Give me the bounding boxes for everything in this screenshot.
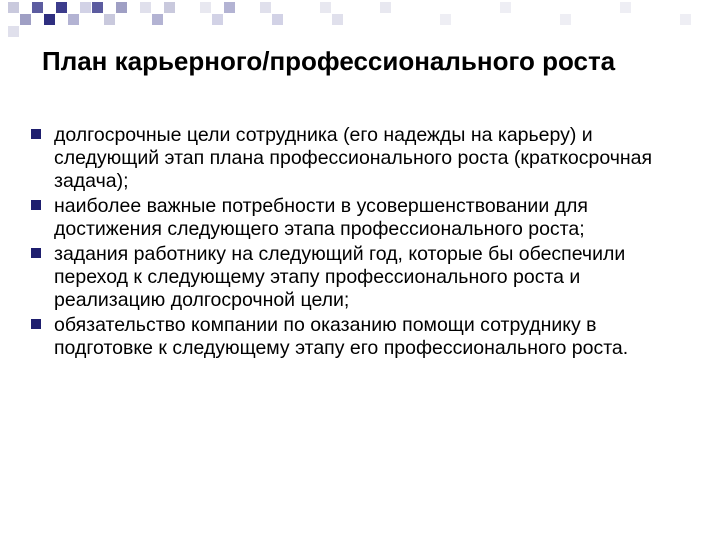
checker-square xyxy=(104,14,115,25)
checker-square xyxy=(56,2,67,13)
checker-square xyxy=(500,2,511,13)
slide-title: План карьерного/профессионального роста xyxy=(42,46,616,76)
square-bullet-icon xyxy=(31,129,41,139)
checker-square xyxy=(20,14,31,25)
bullet-item xyxy=(30,314,690,360)
checker-square xyxy=(200,2,211,13)
bullet-text: обязательство компании по оказанию помощи сотруднику в подготовке к следующему этапу его профессионального роста. xyxy=(54,314,629,359)
checker-square xyxy=(8,26,19,37)
bullet-list xyxy=(30,124,690,362)
checker-square xyxy=(8,2,19,13)
bullet-text: наиболее важные потребности в усовершенствовании для достижения следующего этапа профессионального роста; xyxy=(54,195,588,240)
checker-square xyxy=(92,2,103,13)
checker-square xyxy=(116,2,127,13)
checker-square xyxy=(260,2,271,13)
checker-square xyxy=(32,2,43,13)
checker-square xyxy=(272,14,283,25)
checker-square xyxy=(332,14,343,25)
bullet-item xyxy=(30,195,690,241)
checker-square xyxy=(560,14,571,25)
checker-square xyxy=(680,14,691,25)
checker-square xyxy=(152,14,163,25)
bullet-text: задания работнику на следующий год, которые бы обеспечили переход к следующему этапу профессионального роста и реализацию долгосрочной цели; xyxy=(54,243,626,311)
checker-square xyxy=(80,2,91,13)
square-bullet-icon xyxy=(31,200,41,210)
bullet-text: долгосрочные цели сотрудника (его надежды на карьеру) и следующий этап плана профессионального роста (краткосрочная задача); xyxy=(54,124,653,192)
checker-square xyxy=(320,2,331,13)
bullet-item xyxy=(30,243,690,312)
square-bullet-icon xyxy=(31,319,41,329)
checker-square xyxy=(212,14,223,25)
checker-square xyxy=(44,14,55,25)
checker-square xyxy=(380,2,391,13)
checker-square xyxy=(68,14,79,25)
checker-square xyxy=(224,2,235,13)
checker-square xyxy=(140,2,151,13)
checker-square xyxy=(620,2,631,13)
square-bullet-icon xyxy=(31,248,41,258)
checker-square xyxy=(440,14,451,25)
checker-square xyxy=(164,2,175,13)
bullet-item xyxy=(30,124,690,193)
